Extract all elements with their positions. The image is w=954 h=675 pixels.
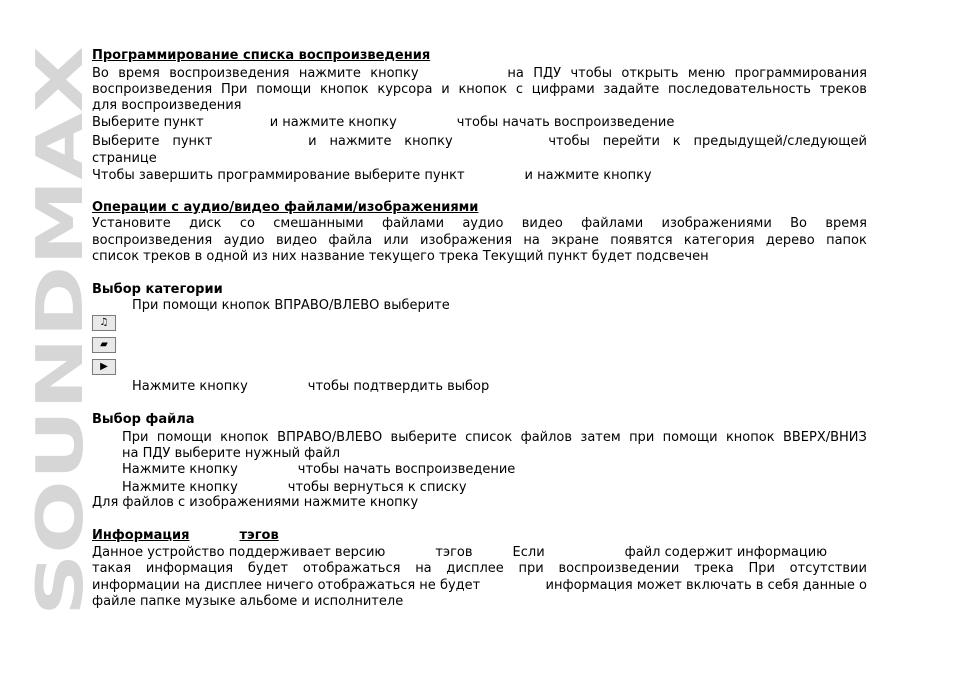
paragraph-line: Нажмите кнопку чтобы подтвердить выбор — [132, 379, 490, 394]
word: дисплее — [446, 561, 504, 576]
brand-logo — [24, 40, 98, 620]
word: на — [523, 233, 540, 248]
word: при — [518, 561, 544, 576]
brand-logo-text: SOUNDMAX — [24, 194, 98, 616]
word: и — [441, 82, 450, 97]
word: аудио — [223, 233, 265, 248]
word: ПДУ — [533, 66, 562, 81]
section-title-file-select: Выбор файла — [92, 412, 195, 427]
word: открыть — [621, 66, 679, 81]
word: с — [515, 82, 523, 97]
word: воспроизведения — [92, 82, 213, 97]
word: информация — [145, 561, 234, 576]
word — [428, 66, 498, 82]
word: чтобы — [548, 134, 590, 149]
paragraph-line: Нажмите кнопку чтобы начать воспроизведение — [122, 462, 516, 477]
paragraph-line — [92, 216, 867, 232]
word: экране — [551, 233, 599, 248]
word: папок — [826, 233, 867, 248]
word: треков — [819, 82, 867, 97]
section-title-tag-info: Информация тэгов — [92, 528, 279, 543]
word: изображения — [420, 233, 513, 248]
word: воспроизведения — [169, 66, 290, 81]
word: При — [748, 561, 775, 576]
paragraph-line — [92, 66, 867, 82]
paragraph-line: на ПДУ выберите нужный файл — [122, 446, 341, 461]
word: категория — [683, 233, 755, 248]
word: кнопок — [725, 430, 775, 445]
word: к — [672, 134, 681, 149]
word: меню — [687, 66, 726, 81]
word: пункт — [172, 134, 213, 149]
word: При — [221, 82, 248, 97]
paragraph-line — [122, 430, 867, 446]
word: будет — [247, 561, 289, 576]
word: видео — [275, 233, 318, 248]
word: время — [825, 216, 867, 231]
word: воспроизведении — [558, 561, 680, 576]
paragraph-line: При помощи кнопок ВПРАВО/ВЛЕВО выберите — [132, 298, 450, 313]
paragraph-line: для воспроизведения — [92, 98, 242, 113]
paragraph-line: Чтобы завершить программирование выберите пункт и нажмите кнопку — [92, 168, 652, 183]
word: Во — [790, 216, 808, 231]
section-title-category-select: Выбор категории — [92, 282, 223, 297]
word: трека — [694, 561, 734, 576]
word: помощи — [156, 430, 212, 445]
paragraph-line — [92, 82, 867, 98]
word: выберите — [390, 430, 457, 445]
word: последовательность — [668, 82, 811, 97]
word: кнопок — [220, 430, 269, 445]
word: цифрами — [531, 82, 595, 97]
word: смешанными — [273, 216, 364, 231]
word: перейти — [602, 134, 660, 149]
word: список — [465, 430, 513, 445]
word: Во — [92, 66, 109, 81]
word: нажмите — [298, 66, 361, 81]
word: отсутствии — [789, 561, 867, 576]
word: со — [239, 216, 255, 231]
word: предыдущей/следующей — [693, 134, 867, 149]
word: курсора — [377, 82, 433, 97]
word: или — [383, 233, 409, 248]
word: программирования — [734, 66, 867, 81]
word: на — [415, 561, 432, 576]
paragraph-line: информации на дисплее ничего отображаться не будет информация может включать в себя данные о — [92, 578, 867, 593]
word: ВВЕРХ/ВНИЗ — [782, 430, 867, 445]
word: время — [118, 66, 160, 81]
paragraph-line: странице — [92, 151, 157, 166]
paragraph-line — [92, 561, 867, 577]
word: отображаться — [302, 561, 401, 576]
paragraph-line: Выберите пункт и нажмите кнопку чтобы начать воспроизведение — [92, 115, 675, 130]
section-title-playlist-programming: Программирование списка воспроизведения — [92, 48, 431, 63]
word: появятся — [610, 233, 673, 248]
word: изображениями — [661, 216, 772, 231]
paragraph-line: файле папке музыке альбоме и исполнителе — [92, 594, 404, 609]
word: нажмите — [329, 134, 392, 149]
music-note-icon: ♫ — [92, 315, 116, 331]
word: кнопку — [370, 66, 419, 81]
word: файлов — [520, 430, 573, 445]
word: ВПРАВО/ВЛЕВО — [277, 430, 383, 445]
word: Выберите — [92, 134, 160, 149]
word: воспроизведения — [92, 233, 213, 248]
paragraph-line: Для файлов с изображениями нажмите кнопку — [92, 495, 419, 510]
word: файлами — [381, 216, 445, 231]
word: затем — [580, 430, 621, 445]
word: помощи — [256, 82, 312, 97]
word: такая — [92, 561, 132, 576]
paragraph-line: список треков в одной из них название текущего трека Текущий пункт будет подсвечен — [92, 249, 709, 264]
word: при — [629, 430, 655, 445]
word: кнопок — [458, 82, 508, 97]
word: файла — [328, 233, 373, 248]
word — [225, 134, 295, 150]
section-title-av-operations: Операции с аудио/видео файлами/изображениями — [92, 200, 479, 215]
word: помощи — [662, 430, 718, 445]
word: аудио — [462, 216, 504, 231]
paragraph-line — [92, 233, 867, 249]
word: диск — [189, 216, 222, 231]
word: на — [507, 66, 524, 81]
paragraph-line: Данное устройство поддерживает версию тэгов Если файл содержит информацию — [92, 545, 828, 560]
word: видео — [521, 216, 563, 231]
word: дерево — [765, 233, 815, 248]
paragraph-line: Нажмите кнопку чтобы вернуться к списку — [122, 480, 467, 495]
paragraph-line — [92, 134, 867, 150]
word: чтобы — [570, 66, 612, 81]
word — [466, 134, 536, 150]
word: и — [308, 134, 317, 149]
word: файлами — [581, 216, 644, 231]
word: Установите — [92, 216, 171, 231]
photo-icon: ▰ — [92, 337, 116, 353]
word: кнопок — [319, 82, 369, 97]
word: задайте — [603, 82, 660, 97]
play-icon: ▶ — [92, 359, 116, 375]
word: кнопку — [404, 134, 453, 149]
word: При — [122, 430, 149, 445]
